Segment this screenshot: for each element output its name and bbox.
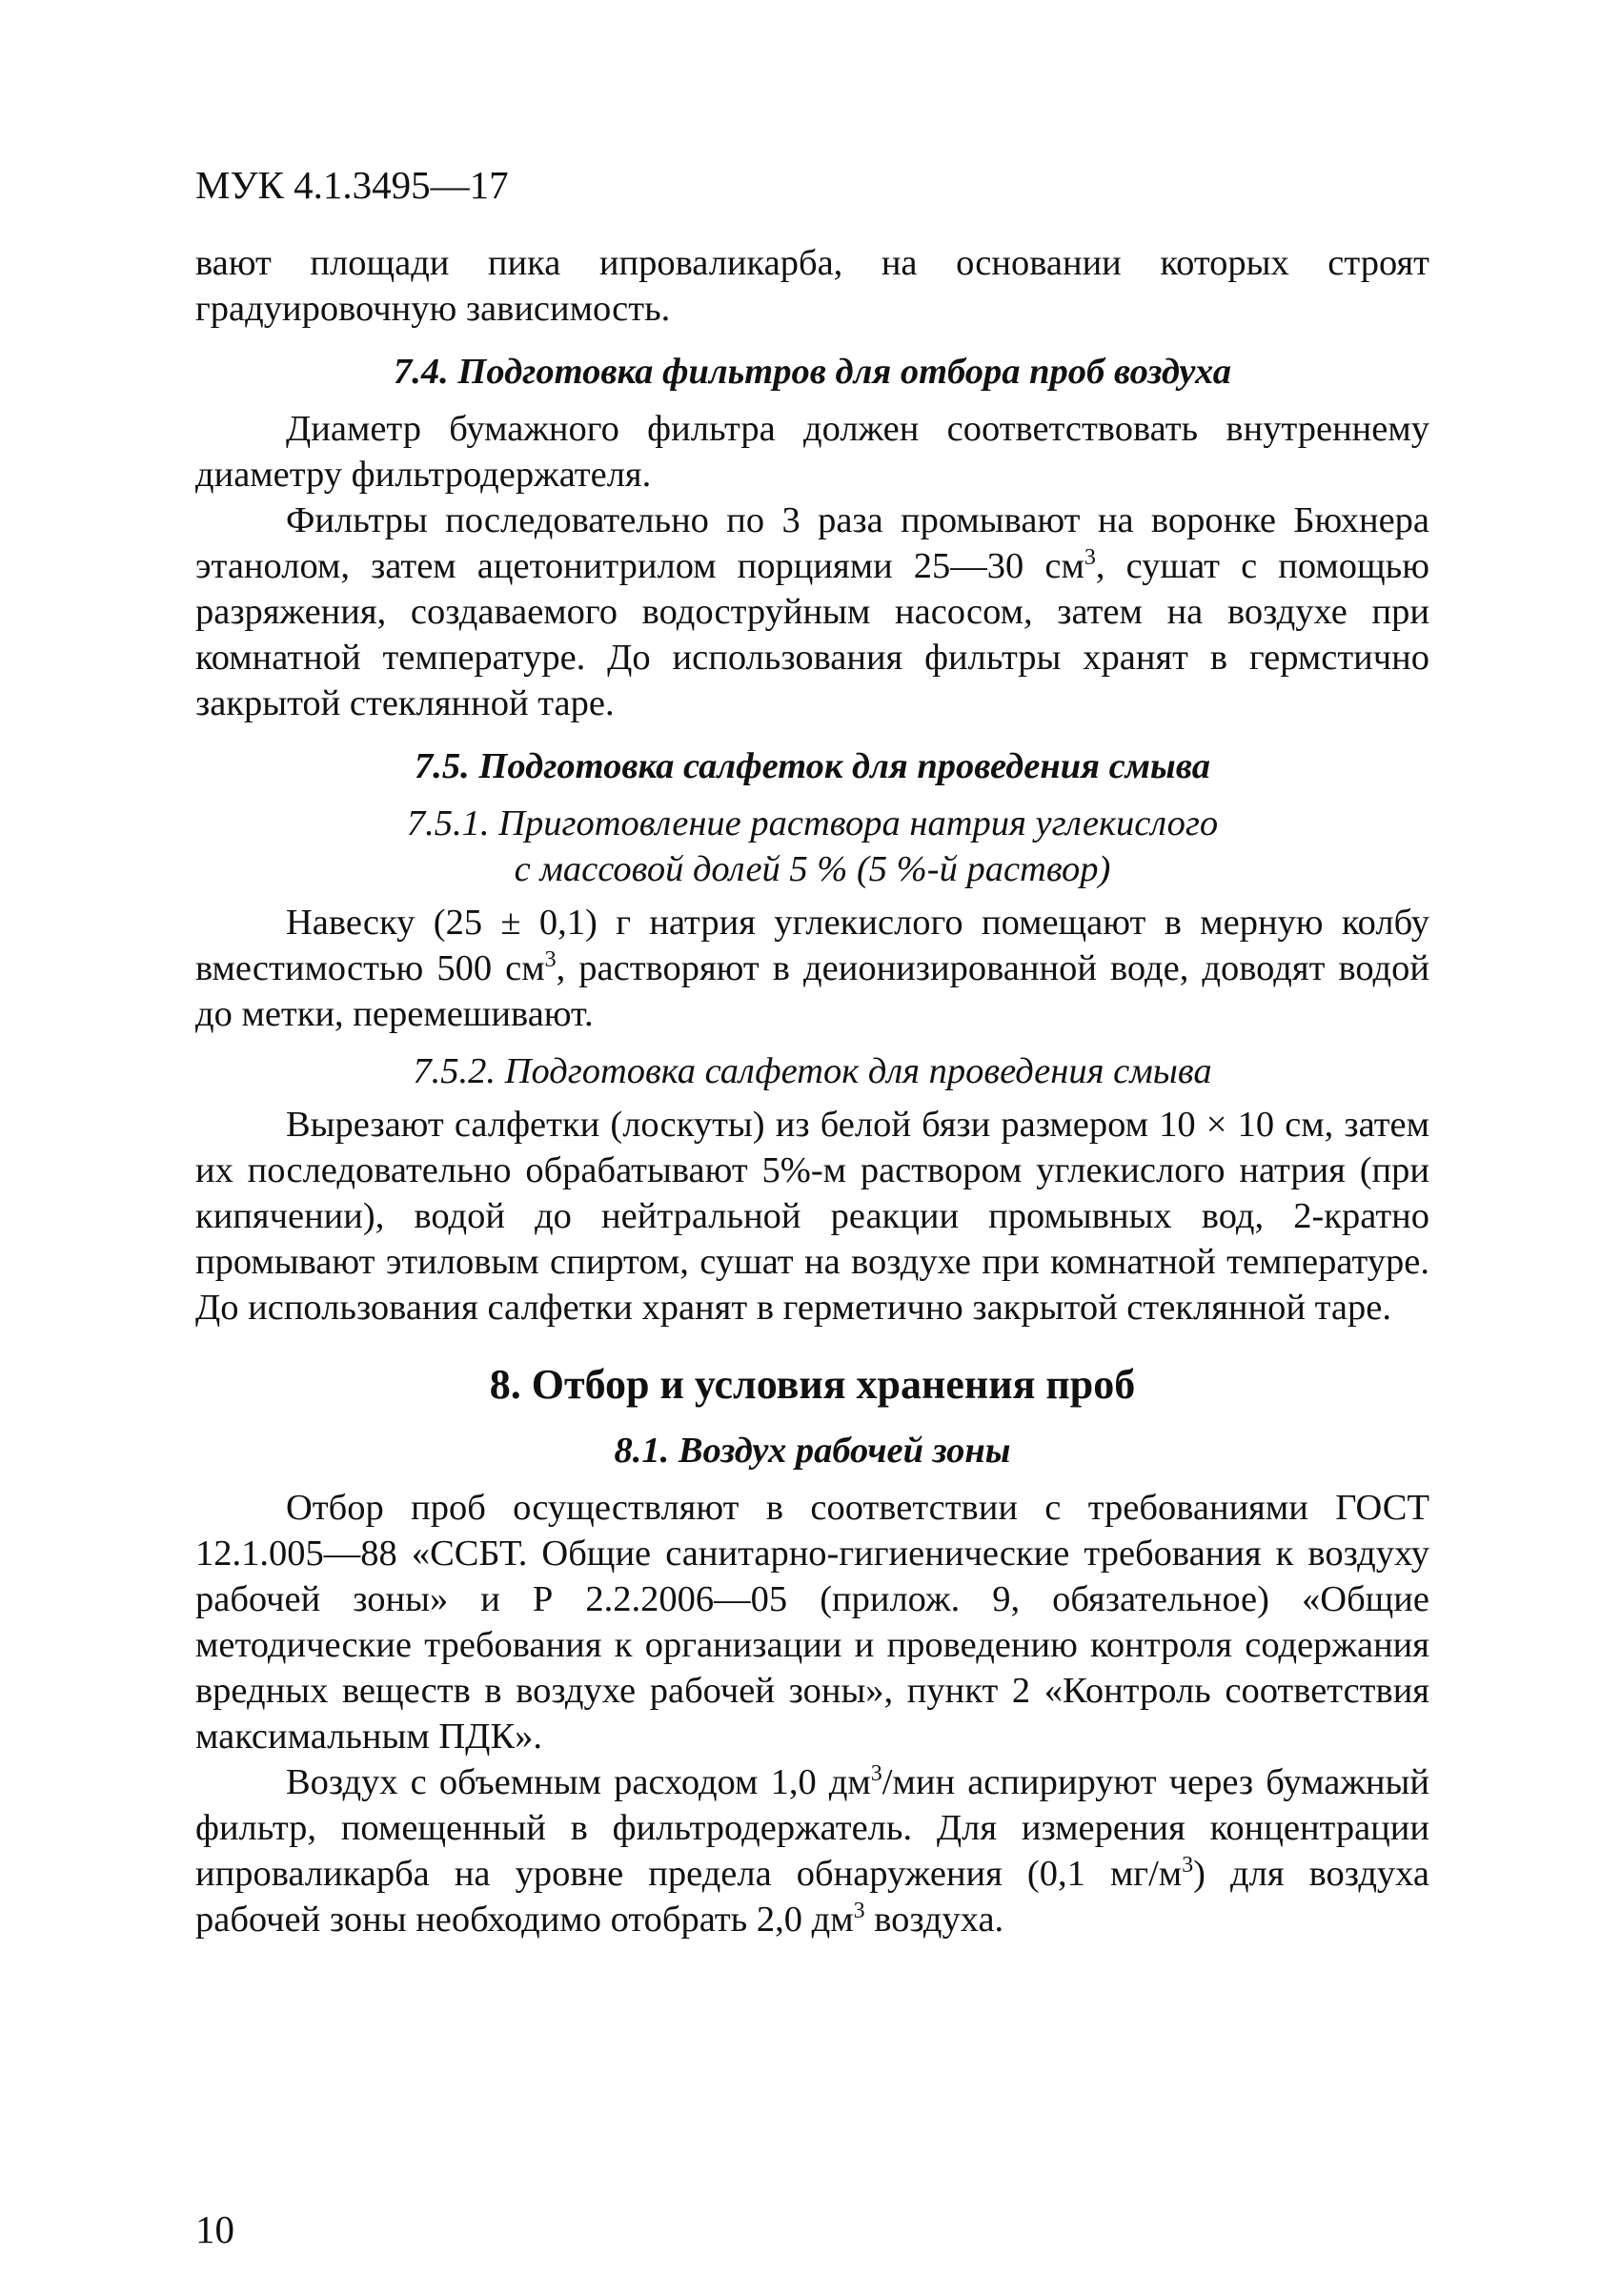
section-7-4-paragraph-1: Диаметр бумажного фильтра должен соответствовать внутреннему диаметру фильтродержателя.: [195, 409, 1429, 495]
superscript: 3: [1084, 545, 1096, 570]
page-number: 10: [195, 2207, 234, 2251]
section-7-4-heading: 7.4. Подготовка фильтров для отбора проб воздуха: [394, 352, 1231, 392]
superscript: 3: [1182, 1853, 1194, 1878]
text-fragment: , растворяют в деионизированной воде, доводят водой до метки, перемешивают.: [195, 948, 1429, 1034]
superscript: 3: [853, 1899, 865, 1923]
text-fragment: /мин аспирируют через бумажный фильтр, помещенный в фильтродержатель. Для измерения концентрации ипроваликарба на уровне предела обнаружения (0,1 мг/м: [195, 1762, 1429, 1894]
text-fragment: , сушат с помощью разряжения, создаваемого водоструйным насосом, затем на воздухе при комнатной температуре. До использования фильтры хранят в гермстично закрытой стеклянной таре.: [195, 546, 1430, 723]
section-7-5-2-heading: 7.5.2. Подготовка салфеток для проведения смыва: [413, 1051, 1212, 1091]
subheading-line: 7.5.1. Приготовление раствора натрия углекислого: [406, 803, 1219, 843]
section-7-5-1-paragraph: [195, 900, 1429, 1037]
superscript: 3: [870, 1761, 882, 1786]
section-8-title: 8. Отбор и условия хранения проб: [489, 1361, 1136, 1408]
text-fragment: воздуха.: [864, 1900, 1004, 1940]
intro-paragraph: вают площади пика ипроваликарба, на основании которых строят градуировочную зависимость.: [195, 243, 1429, 329]
section-7-5-heading: 7.5. Подготовка салфеток для проведения смыва: [415, 746, 1210, 786]
text-fragment: ) для воздуха рабочей зоны необходимо отобрать 2,0 дм: [195, 1854, 1429, 1940]
text-fragment: Воздух с объемным расходом 1,0 дм: [286, 1762, 871, 1802]
section-7-5-1-heading: [195, 801, 1429, 892]
text-fragment: Навеску (25 ± 0,1) г натрия углекислого помещают в мерную колбу вместимостью 500 см: [195, 903, 1429, 988]
text-fragment: Фильтры последовательно по 3 раза промывают на воронке Бюхнера этанолом, затем ацетонитрилом порциями 25—30 см: [195, 500, 1429, 586]
document-code: МУК 4.1.3495—17: [195, 163, 509, 207]
section-8-1-paragraph-2: [195, 1759, 1429, 1942]
section-7-5-2-paragraph: Вырезают салфетки (лоскуты) из белой бязи размером 10 × 10 см, затем их последовательно обрабатывают 5%-м раствором углекислого натрия (при кипячении), водой до нейтральной реакции промывных вод, 2-кратно промывают этиловым спиртом, сушат на воздухе при комнатной температуре. До использования салфетки хранят в герметично закрытой стеклянной таре.: [195, 1105, 1429, 1328]
section-7-4-paragraph-2: [195, 498, 1429, 726]
section-8-1-heading: 8.1. Воздух рабочей зоны: [614, 1431, 1011, 1471]
superscript: 3: [544, 947, 557, 972]
section-8-1-paragraph-1: Отбор проб осуществляют в соответствии с требованиями ГОСТ 12.1.005—88 «ССБТ. Общие санитарно-гигиенические требования к воздуху рабочей зоны» и Р 2.2.2006—05 (прилож. 9, обязательное) «Общие методические требования к организации и проведению контроля содержания вредных веществ в воздухе рабочей зоны», пункт 2 «Контроль соответствия максимальным ПДК».: [195, 1488, 1429, 1757]
subheading-line: с массовой долей 5 % (5 %-й раствор): [514, 849, 1111, 889]
document-page: [195, 162, 1429, 1942]
